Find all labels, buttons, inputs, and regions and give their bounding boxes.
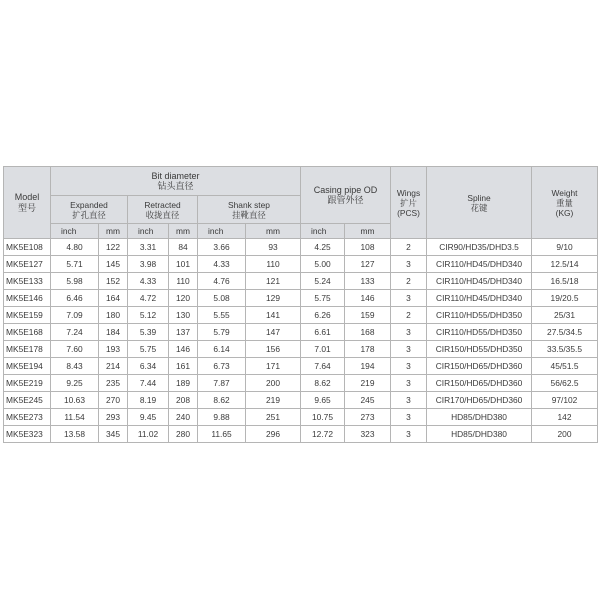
expanded-mm-cell: 345 [99, 426, 128, 443]
retracted-inch-cell: 3.31 [128, 239, 169, 256]
casing-mm-cell: 178 [345, 341, 391, 358]
retracted-mm-cell: 130 [169, 307, 198, 324]
spline-label: Spline [467, 192, 491, 203]
shank-inch-cell: 6.73 [198, 358, 246, 375]
table-row [4, 307, 598, 324]
weight-cell: 27.5/34.5 [532, 324, 598, 341]
weight-cell: 33.5/35.5 [532, 341, 598, 358]
table-row [4, 358, 598, 375]
unit-mm: mm [246, 224, 301, 239]
retracted-inch-cell: 5.39 [128, 324, 169, 341]
spline-cell: CIR150/HD65/DHD360 [427, 375, 532, 392]
spline-cell: CIR150/HD65/DHD360 [427, 358, 532, 375]
col-bit-diameter [51, 167, 301, 196]
wings-cell: 3 [391, 324, 427, 341]
retracted-mm-cell: 208 [169, 392, 198, 409]
casing-mm-cell: 219 [345, 375, 391, 392]
model-label-cn: 型号 [17, 202, 36, 213]
expanded-mm-cell: 152 [99, 273, 128, 290]
weight-cell: 25/31 [532, 307, 598, 324]
expanded-label: Expanded [70, 199, 108, 210]
unit-inch: inch [301, 224, 345, 239]
retracted-inch-cell: 5.75 [128, 341, 169, 358]
model-cell: MK5E159 [4, 307, 51, 324]
shank-label-cn: 挂靴直径 [232, 209, 266, 220]
shank-inch-cell: 8.62 [198, 392, 246, 409]
model-cell: MK5E273 [4, 409, 51, 426]
expanded-inch-cell: 7.60 [51, 341, 99, 358]
shank-inch-cell: 11.65 [198, 426, 246, 443]
expanded-inch-cell: 13.58 [51, 426, 99, 443]
retracted-inch-cell: 9.45 [128, 409, 169, 426]
wings-cell: 2 [391, 273, 427, 290]
weight-cell: 16.5/18 [532, 273, 598, 290]
table-header [4, 167, 598, 239]
shank-mm-cell: 93 [246, 239, 301, 256]
wings-cell: 2 [391, 307, 427, 324]
model-cell: MK5E323 [4, 426, 51, 443]
table-row [4, 273, 598, 290]
casing-inch-cell: 4.25 [301, 239, 345, 256]
casing-mm-cell: 133 [345, 273, 391, 290]
expanded-mm-cell: 235 [99, 375, 128, 392]
table-row [4, 290, 598, 307]
expanded-inch-cell: 11.54 [51, 409, 99, 426]
expanded-mm-cell: 145 [99, 256, 128, 273]
wings-cell: 2 [391, 239, 427, 256]
wings-cell: 3 [391, 290, 427, 307]
unit-inch: inch [198, 224, 246, 239]
model-cell: MK5E146 [4, 290, 51, 307]
expanded-inch-cell: 5.71 [51, 256, 99, 273]
shank-mm-cell: 129 [246, 290, 301, 307]
retracted-mm-cell: 280 [169, 426, 198, 443]
wings-label-cn: 扩片 [400, 197, 417, 208]
shank-mm-cell: 219 [246, 392, 301, 409]
retracted-inch-cell: 8.19 [128, 392, 169, 409]
shank-mm-cell: 121 [246, 273, 301, 290]
col-model [4, 167, 51, 239]
casing-inch-cell: 5.00 [301, 256, 345, 273]
retracted-inch-cell: 5.12 [128, 307, 169, 324]
spline-cell: CIR110/HD45/DHD340 [427, 273, 532, 290]
shank-mm-cell: 110 [246, 256, 301, 273]
retracted-inch-cell: 4.72 [128, 290, 169, 307]
wings-cell: 3 [391, 358, 427, 375]
expanded-mm-cell: 214 [99, 358, 128, 375]
spline-label-cn: 花键 [470, 202, 488, 213]
weight-cell: 12.5/14 [532, 256, 598, 273]
wings-cell: 3 [391, 392, 427, 409]
expanded-mm-cell: 122 [99, 239, 128, 256]
retracted-inch-cell: 11.02 [128, 426, 169, 443]
expanded-inch-cell: 6.46 [51, 290, 99, 307]
table-body [4, 239, 598, 443]
bit-diameter-label-cn: 钻头直径 [157, 181, 194, 191]
weight-cell: 9/10 [532, 239, 598, 256]
col-wings [391, 167, 427, 239]
expanded-inch-cell: 10.63 [51, 392, 99, 409]
casing-inch-cell: 8.62 [301, 375, 345, 392]
shank-mm-cell: 156 [246, 341, 301, 358]
expanded-inch-cell: 7.09 [51, 307, 99, 324]
retracted-label-cn: 收拢直径 [145, 209, 180, 220]
casing-inch-cell: 6.61 [301, 324, 345, 341]
retracted-mm-cell: 101 [169, 256, 198, 273]
casing-label-cn: 跟管外径 [327, 195, 364, 205]
expanded-inch-cell: 8.43 [51, 358, 99, 375]
wings-cell: 3 [391, 426, 427, 443]
unit-inch: inch [51, 224, 99, 239]
casing-inch-cell: 7.01 [301, 341, 345, 358]
casing-label: Casing pipe OD [313, 184, 378, 195]
shank-inch-cell: 6.14 [198, 341, 246, 358]
retracted-mm-cell: 240 [169, 409, 198, 426]
shank-inch-cell: 5.79 [198, 324, 246, 341]
expanded-mm-cell: 193 [99, 341, 128, 358]
casing-inch-cell: 9.65 [301, 392, 345, 409]
spec-table [3, 166, 598, 443]
col-casing [301, 167, 391, 224]
shank-inch-cell: 4.33 [198, 256, 246, 273]
model-cell: MK5E245 [4, 392, 51, 409]
expanded-label-cn: 扩孔直径 [72, 209, 106, 220]
retracted-mm-cell: 110 [169, 273, 198, 290]
wings-cell: 3 [391, 409, 427, 426]
col-shank-step [198, 196, 301, 224]
table-row [4, 341, 598, 358]
casing-mm-cell: 108 [345, 239, 391, 256]
expanded-inch-cell: 5.98 [51, 273, 99, 290]
table-row [4, 426, 598, 443]
casing-inch-cell: 5.24 [301, 273, 345, 290]
spline-cell: HD85/DHD380 [427, 409, 532, 426]
model-label: Model [14, 192, 40, 202]
retracted-inch-cell: 3.98 [128, 256, 169, 273]
casing-inch-cell: 7.64 [301, 358, 345, 375]
shank-label: Shank step [228, 199, 270, 210]
weight-cell: 45/51.5 [532, 358, 598, 375]
shank-mm-cell: 251 [246, 409, 301, 426]
col-retracted [128, 196, 198, 224]
shank-mm-cell: 141 [246, 307, 301, 324]
expanded-mm-cell: 293 [99, 409, 128, 426]
spline-cell: CIR150/HD55/DHD350 [427, 341, 532, 358]
casing-mm-cell: 159 [345, 307, 391, 324]
spline-cell: CIR110/HD45/DHD340 [427, 256, 532, 273]
expanded-mm-cell: 270 [99, 392, 128, 409]
wings-cell: 3 [391, 256, 427, 273]
bit-diameter-label: Bit diameter [151, 170, 200, 181]
table-row [4, 409, 598, 426]
casing-mm-cell: 323 [345, 426, 391, 443]
retracted-inch-cell: 4.33 [128, 273, 169, 290]
weight-cell: 97/102 [532, 392, 598, 409]
unit-mm: mm [169, 224, 198, 239]
casing-mm-cell: 194 [345, 358, 391, 375]
casing-mm-cell: 127 [345, 256, 391, 273]
shank-inch-cell: 4.76 [198, 273, 246, 290]
model-cell: MK5E178 [4, 341, 51, 358]
unit-inch: inch [128, 224, 169, 239]
casing-mm-cell: 168 [345, 324, 391, 341]
weight-cell: 19/20.5 [532, 290, 598, 307]
weight-label-cn: 重量 [556, 197, 573, 208]
table-row [4, 375, 598, 392]
shank-inch-cell: 9.88 [198, 409, 246, 426]
retracted-inch-cell: 6.34 [128, 358, 169, 375]
shank-inch-cell: 5.08 [198, 290, 246, 307]
expanded-inch-cell: 7.24 [51, 324, 99, 341]
casing-inch-cell: 5.75 [301, 290, 345, 307]
spline-cell: CIR110/HD55/DHD350 [427, 324, 532, 341]
shank-mm-cell: 296 [246, 426, 301, 443]
model-cell: MK5E194 [4, 358, 51, 375]
shank-inch-cell: 3.66 [198, 239, 246, 256]
shank-mm-cell: 171 [246, 358, 301, 375]
casing-inch-cell: 12.72 [301, 426, 345, 443]
retracted-mm-cell: 84 [169, 239, 198, 256]
wings-label: Wings [396, 187, 421, 198]
wings-unit: (PCS) [397, 207, 420, 218]
model-cell: MK5E133 [4, 273, 51, 290]
col-weight [532, 167, 598, 239]
table-row [4, 256, 598, 273]
wings-cell: 3 [391, 375, 427, 392]
wings-cell: 3 [391, 341, 427, 358]
weight-cell: 200 [532, 426, 598, 443]
model-cell: MK5E219 [4, 375, 51, 392]
shank-inch-cell: 5.55 [198, 307, 246, 324]
expanded-mm-cell: 184 [99, 324, 128, 341]
retracted-label: Retracted [144, 199, 181, 210]
model-cell: MK5E168 [4, 324, 51, 341]
retracted-inch-cell: 7.44 [128, 375, 169, 392]
expanded-inch-cell: 4.80 [51, 239, 99, 256]
col-spline [427, 167, 532, 239]
model-cell: MK5E108 [4, 239, 51, 256]
expanded-mm-cell: 180 [99, 307, 128, 324]
weight-label: Weight [551, 187, 578, 198]
shank-inch-cell: 7.87 [198, 375, 246, 392]
expanded-mm-cell: 164 [99, 290, 128, 307]
table-row [4, 324, 598, 341]
expanded-inch-cell: 9.25 [51, 375, 99, 392]
retracted-mm-cell: 161 [169, 358, 198, 375]
spline-cell: CIR90/HD35/DHD3.5 [427, 239, 532, 256]
table-row [4, 392, 598, 409]
unit-mm: mm [345, 224, 391, 239]
unit-mm: mm [99, 224, 128, 239]
shank-mm-cell: 147 [246, 324, 301, 341]
weight-unit: (KG) [555, 207, 574, 218]
col-expanded [51, 196, 128, 224]
retracted-mm-cell: 189 [169, 375, 198, 392]
retracted-mm-cell: 146 [169, 341, 198, 358]
spline-cell: CIR110/HD55/DHD350 [427, 307, 532, 324]
spline-cell: CIR170/HD65/DHD360 [427, 392, 532, 409]
casing-inch-cell: 10.75 [301, 409, 345, 426]
casing-mm-cell: 245 [345, 392, 391, 409]
casing-mm-cell: 146 [345, 290, 391, 307]
weight-cell: 56/62.5 [532, 375, 598, 392]
retracted-mm-cell: 137 [169, 324, 198, 341]
casing-mm-cell: 273 [345, 409, 391, 426]
shank-mm-cell: 200 [246, 375, 301, 392]
weight-cell: 142 [532, 409, 598, 426]
retracted-mm-cell: 120 [169, 290, 198, 307]
table-row [4, 239, 598, 256]
spline-cell: CIR110/HD45/DHD340 [427, 290, 532, 307]
casing-inch-cell: 6.26 [301, 307, 345, 324]
spline-cell: HD85/DHD380 [427, 426, 532, 443]
model-cell: MK5E127 [4, 256, 51, 273]
